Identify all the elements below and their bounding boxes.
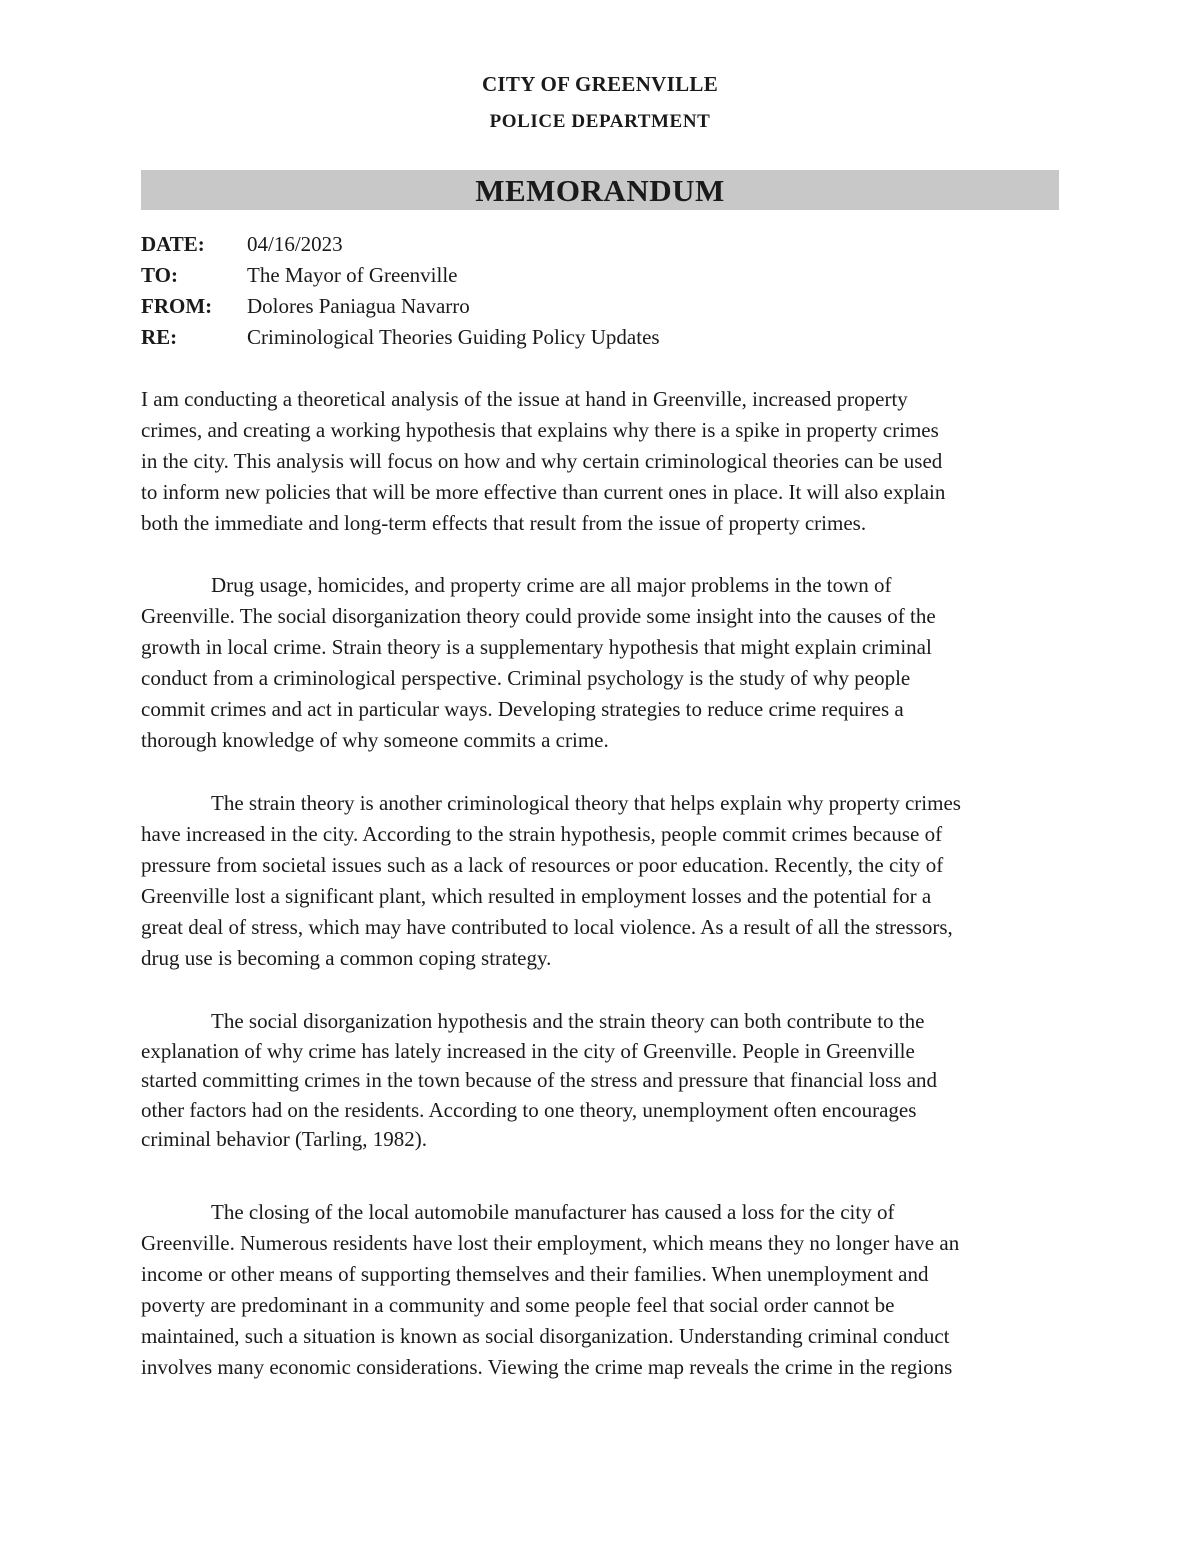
paragraph-line: explanation of why crime has lately increased in the city of Greenville. People in Greenville bbox=[141, 1038, 915, 1063]
paragraph-line: poverty are predominant in a community and some people feel that social order cannot be bbox=[141, 1293, 895, 1317]
paragraph-line: growth in local crime. Strain theory is a supplementary hypothesis that might explain criminal bbox=[141, 635, 932, 659]
paragraph-line: income or other means of supporting themselves and their families. When unemployment and bbox=[141, 1262, 929, 1286]
paragraph-line: involves many economic considerations. Viewing the crime map reveals the crime in the regions bbox=[141, 1355, 953, 1379]
memo-title-banner: MEMORANDUM bbox=[141, 170, 1059, 210]
paragraph-line: The strain theory is another criminological theory that helps explain why property crimes bbox=[211, 791, 961, 815]
paragraph-line: other factors had on the residents. According to one theory, unemployment often encourages bbox=[141, 1097, 917, 1122]
paragraph-line: to inform new policies that will be more effective than current ones in place. It will also explain bbox=[141, 480, 946, 504]
paragraph-line: Drug usage, homicides, and property crime are all major problems in the town of bbox=[211, 573, 892, 597]
paragraph-line: The social disorganization hypothesis and the strain theory can both contribute to the bbox=[211, 1009, 925, 1033]
paragraph-drug-usage bbox=[141, 570, 1059, 756]
paragraph-line: Greenville lost a significant plant, which resulted in employment losses and the potential for a bbox=[141, 884, 932, 908]
memo-header bbox=[141, 229, 1059, 353]
date-label: DATE: bbox=[141, 232, 205, 256]
paragraph-manufacturer-closing bbox=[141, 1197, 1059, 1383]
paragraph-line: great deal of stress, which may have contributed to local violence. As a result of all the stressors, bbox=[141, 915, 953, 939]
paragraph-line: Greenville. Numerous residents have lost their employment, which means they no longer have an bbox=[141, 1231, 960, 1255]
paragraph-line: Greenville. The social disorganization theory could provide some insight into the causes of the bbox=[141, 604, 936, 628]
header-row-re bbox=[141, 322, 1059, 353]
paragraph-line: I am conducting a theoretical analysis of the issue at hand in Greenville, increased property bbox=[141, 387, 908, 411]
paragraph-line: conduct from a criminological perspective. Criminal psychology is the study of why people bbox=[141, 666, 911, 690]
paragraph-line: have increased in the city. According to the strain hypothesis, people commit crimes because of bbox=[141, 822, 943, 846]
paragraph-line: commit crimes and act in particular ways. Developing strategies to reduce crime requires a bbox=[141, 697, 904, 721]
paragraph-social-disorganization bbox=[141, 1006, 1059, 1154]
letterhead-department: POLICE DEPARTMENT bbox=[489, 111, 711, 132]
paragraph-line: thorough knowledge of why someone commits a crime. bbox=[141, 728, 609, 752]
re-value: Criminological Theories Guiding Policy Updates bbox=[247, 325, 660, 349]
paragraph-strain-theory bbox=[141, 788, 1059, 974]
letterhead-city: CITY OF GREENVILLE bbox=[481, 72, 719, 96]
paragraph-line: both the immediate and long-term effects that result from the issue of property crimes. bbox=[141, 511, 867, 535]
paragraph-line: pressure from societal issues such as a lack of resources or poor education. Recently, the city of bbox=[141, 853, 944, 877]
from-value: Dolores Paniagua Navarro bbox=[247, 294, 470, 318]
to-value: The Mayor of Greenville bbox=[247, 263, 458, 287]
paragraph-line: crimes, and creating a working hypothesis that explains why there is a spike in property crimes bbox=[141, 418, 939, 442]
from-label: FROM: bbox=[141, 294, 213, 318]
paragraph-line: in the city. This analysis will focus on how and why certain criminological theories can be used bbox=[141, 449, 943, 473]
paragraph-line: maintained, such a situation is known as social disorganization. Understanding criminal conduct bbox=[141, 1324, 950, 1348]
to-label: TO: bbox=[141, 263, 178, 287]
paragraph-line: criminal behavior (Tarling, 1982). bbox=[141, 1127, 428, 1151]
paragraph-line: The closing of the local automobile manufacturer has caused a loss for the city of bbox=[211, 1200, 895, 1224]
paragraph-line: drug use is becoming a common coping strategy. bbox=[141, 946, 552, 970]
header-row-from bbox=[141, 291, 1059, 322]
paragraph-intro bbox=[141, 384, 1059, 539]
paragraph-line: started committing crimes in the town because of the stress and pressure that financial loss and bbox=[141, 1068, 938, 1092]
header-row-date bbox=[141, 229, 1059, 260]
date-value: 04/16/2023 bbox=[247, 232, 343, 256]
re-label: RE: bbox=[141, 325, 178, 349]
header-row-to bbox=[141, 260, 1059, 291]
